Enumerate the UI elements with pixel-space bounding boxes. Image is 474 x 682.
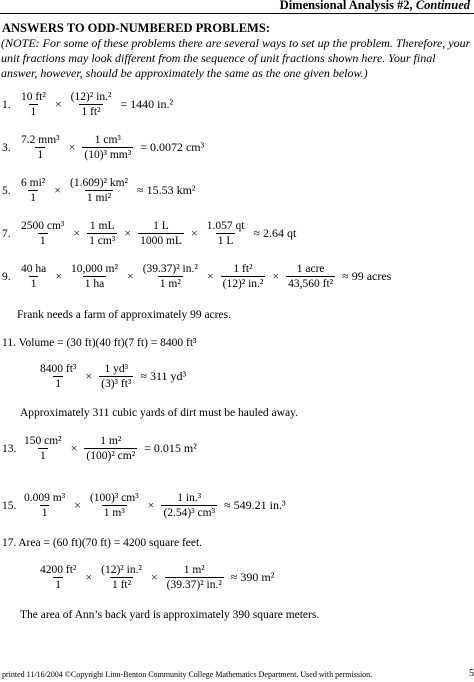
footer-copyright: printed 11/16/2004 ©Copyright Linn-Benton Community College Mathematics Department. Used with permission. (2, 670, 373, 679)
result: ≈ 99 acres (342, 269, 392, 283)
result: ≈ 15.53 km² (137, 183, 196, 197)
times-sign: × (126, 269, 134, 283)
result: = 0.015 m² (144, 441, 197, 455)
fraction: $\frac{\text{(1.609)² km²}}{\text{1 mi²}}$ (70, 177, 128, 204)
header-rule (0, 13, 474, 14)
problem-17 (35, 563, 278, 592)
note-paragraph: (NOTE: For some of these problems there are several ways to set up the problem. Therefore, your unit fractions may look different from the sequence of unit fractions shown here. Your final answer, however, should be approximately the same as the one given below.) (1, 36, 471, 80)
problem-7: 7. $\frac{\text{2500 cm³}}{1}$ × $\frac{1 mL}{\text{1 cm³}}$ × $\frac{1 L}{1000 mL}$ × $\frac{1.057 qt}{1 L}$ ≈ 2.64 qt (2, 220, 297, 247)
fraction: $\frac{\text{6 mi²}}{1}$ (21, 177, 46, 204)
fraction: $\frac{1 L}{1000 mL}$ (140, 220, 182, 247)
fraction: $\frac{\text{(12)² in.²}}{\text{1 ft²}}$ (70, 91, 112, 118)
times-sign: × (54, 97, 62, 111)
fraction: $\frac{40 ha}{1}$ (21, 263, 47, 290)
problem-3: 3. $\frac{\text{7.2 mm³}}{1}$ × $\frac{\text{1 cm³}}{\text{(10)³ mm³}}$ = 0.0072 cm³ (2, 134, 205, 161)
result: ≈ 2.64 qt (253, 226, 297, 240)
times-sign: × (190, 226, 198, 240)
fraction: $\frac{1.057 qt}{1 L}$ (206, 220, 245, 247)
fraction: $\frac{\text{(12)² in.²}}{\text{1 ft²}}$ (101, 564, 142, 591)
times-sign: × (68, 140, 76, 154)
times-sign: × (124, 226, 132, 240)
problem-1: 1. $\frac{\text{10 ft²}}{1}$ × $\frac{\text{(12)² in.²}}{\text{1 ft²}}$ = 1440 in.² (2, 91, 174, 118)
problem-9-answer: Frank needs a farm of approximately 99 acres. (17, 309, 231, 321)
page-header: Dimensional Analysis #2, Continued (279, 0, 470, 12)
times-sign: × (85, 570, 93, 584)
fraction: $\frac{\text{10,000 m²}}{1 ha}$ (71, 263, 118, 290)
fraction: $\frac{\text{1 m²}}{\text{(100)² cm²}}$ (86, 435, 136, 462)
result: = 1440 in.² (120, 97, 174, 111)
problem-17-answer: The area of Ann’s back yard is approximately 390 square meters. (20, 609, 320, 621)
problem-9: 9. $\frac{40 ha}{1}$ × $\frac{\text{10,000 m²}}{1 ha}$ × $\frac{\text{(39.37)² in.²}}{\text{1 m²}}$ × $\frac{\text{1 ft²}}{\text{(12)² in.²}}$ × $\frac{\text{1 acre}}{\text{43,560 ft²}}$ ≈ 99 acres (2, 263, 392, 290)
fraction: $\frac{\text{10 ft²}}{1}$ (21, 91, 46, 118)
times-sign: × (73, 226, 81, 240)
problem-17-line: 17. Area = (60 ft)(70 ft) = 4200 square feet. (2, 537, 203, 549)
fraction: $\frac{\text{8400 ft³}}{1}$ (40, 363, 77, 390)
result: ≈ 549.21 in.³ (224, 498, 286, 512)
times-sign: × (70, 441, 78, 455)
fraction: $\frac{\text{1 acre}}{\text{43,560 ft²}}$ (288, 263, 334, 290)
fraction: $\frac{\text{1 m²}}{\text{(39.37)² in.²}}$ (166, 564, 222, 591)
fraction: $\frac{\text{1 yd³}}{\text{(3)³ ft³}}$ (101, 363, 132, 390)
fraction: $\frac{\text{4200 ft²}}{1}$ (40, 564, 77, 591)
times-sign: × (150, 570, 158, 584)
fraction: $\frac{1 mL}{\text{1 cm³}}$ (89, 220, 116, 247)
fraction: $\frac{\text{7.2 mm³}}{1}$ (21, 134, 60, 161)
problem-11-line: 11. Volume = (30 ft)(40 ft)(7 ft) = 8400 ft³ (2, 337, 197, 349)
fraction: $\frac{\text{0.009 m³}}{1}$ (24, 492, 66, 519)
problem-15: 15. $\frac{\text{0.009 m³}}{1}$ × $\frac{\text{(100)³ cm³}}{\text{1 m³}}$ × $\frac{\text{1 in.³}}{\text{(2.54)³ cm³}}$ ≈ 549.21 in.³ (2, 492, 286, 519)
fraction: $\frac{\text{150 cm²}}{1}$ (24, 435, 62, 462)
result: ≈ 311 yd³ (140, 369, 187, 383)
problem-5: 5. $\frac{\text{6 mi²}}{1}$ × $\frac{\text{(1.609)² km²}}{\text{1 mi²}}$ ≈ 15.53 km² (2, 177, 196, 204)
times-sign: × (74, 498, 81, 512)
times-sign: × (54, 183, 61, 197)
times-sign: × (85, 369, 93, 383)
times-sign: × (147, 498, 155, 512)
problem-11-answer: Approximately 311 cubic yards of dirt must be hauled away. (20, 407, 298, 419)
page-number: 5 (469, 668, 474, 679)
fraction: $\frac{\text{2500 cm³}}{1}$ (21, 220, 65, 247)
fraction: $\frac{\text{1 ft²}}{\text{(12)² in.²}}$ (222, 263, 264, 290)
problem-11 (35, 362, 190, 391)
fraction: $\frac{\text{1 in.³}}{\text{(2.54)³ cm³}}$ (163, 492, 216, 519)
times-sign: × (206, 269, 214, 283)
result: = 0.0072 cm³ (140, 140, 205, 154)
result: ≈ 390 m² (230, 570, 275, 584)
times-sign: × (272, 269, 280, 283)
fraction: $\frac{\text{(39.37)² in.²}}{\text{1 m²}}$ (142, 263, 198, 290)
problem-13: 13. $\frac{\text{150 cm²}}{1}$ × $\frac{\text{1 m²}}{\text{(100)² cm²}}$ = 0.015 m² (2, 435, 197, 462)
fraction: $\frac{\text{1 cm³}}{\text{(10)³ mm³}}$ (84, 134, 132, 161)
times-sign: × (55, 269, 63, 283)
section-title: ANSWERS TO ODD-NUMBERED PROBLEMS: (2, 21, 270, 35)
fraction: $\frac{\text{(100)³ cm³}}{\text{1 m³}}$ (89, 492, 139, 519)
